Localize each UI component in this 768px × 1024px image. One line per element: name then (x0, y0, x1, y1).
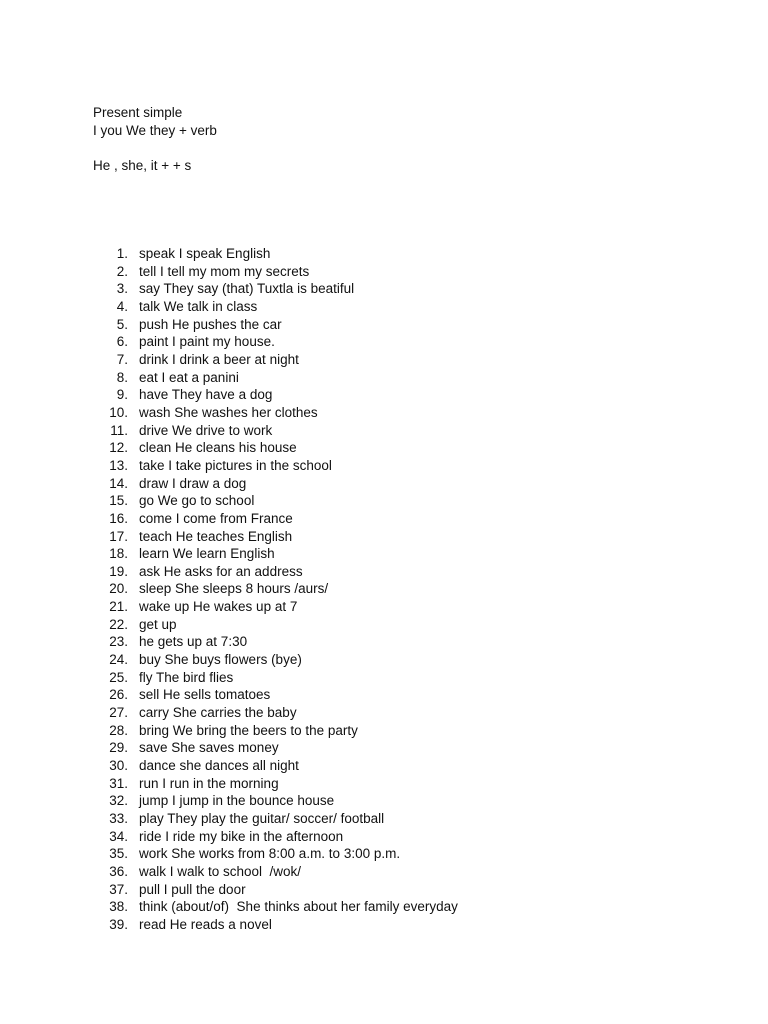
list-item-number: 28. (109, 722, 128, 738)
list-item-text: eat I eat a panini (139, 369, 239, 385)
list-item-text: play They play the guitar/ soccer/ football (139, 811, 385, 826)
list-item-text: take I take pictures in the school (139, 457, 332, 473)
list-item-text: draw I draw a dog (139, 475, 247, 491)
list-item-number: 20. (109, 581, 128, 597)
list-item-number: 11. (110, 422, 128, 438)
list-item-number: 39. (109, 916, 128, 932)
list-item-text: sell He sells tomatoes (139, 687, 271, 703)
list-item-number: 19. (109, 563, 128, 579)
list-item-text: carry She carries the baby (139, 705, 297, 721)
list-item-number: 15. (109, 493, 128, 509)
list-item-number: 23. (109, 634, 128, 650)
list-item-number: 2. (116, 263, 128, 279)
list-item-text: clean He cleans his house (139, 440, 297, 456)
list-item-number: 27. (109, 705, 128, 721)
list-item-number: 26. (109, 687, 128, 703)
list-item-number: 4. (116, 298, 128, 314)
list-item-number: 16. (109, 510, 128, 526)
list-item-number: 8. (116, 369, 128, 385)
list-item-text: drive We drive to work (139, 422, 273, 438)
list-item-number: 31. (109, 775, 128, 791)
list-item-text: fly The bird flies (139, 669, 234, 685)
rule-singular-subjects: He , she, it + + s (93, 158, 192, 173)
list-item-text: speak I speak English (139, 246, 271, 261)
list-item-text: jump I jump in the bounce house (139, 793, 335, 809)
list-item-number: 24. (109, 652, 128, 668)
list-item-number: 38. (109, 899, 128, 915)
list-item-number: 6. (116, 334, 128, 350)
list-item-number: 18. (109, 546, 128, 562)
list-item-text: talk We talk in class (139, 298, 258, 314)
list-item-text: say They say (that) Tuxtla is beatiful (139, 281, 355, 297)
list-item-text: sleep She sleeps 8 hours /aurs/ (139, 581, 329, 597)
list-item-text: go We go to school (139, 493, 255, 509)
list-item-text: come I come from France (139, 510, 293, 526)
list-item-text: work She works from 8:00 a.m. to 3:00 p.m. (139, 846, 401, 862)
list-item-number: 30. (109, 758, 128, 774)
list-item-text: teach He teaches English (139, 528, 293, 544)
list-item-text: get up (139, 616, 177, 632)
list-item-text: paint I paint my house. (139, 334, 275, 350)
list-item-number: 1. (116, 246, 128, 261)
list-item-text: push He pushes the car (139, 316, 282, 332)
list-item-number: 36. (109, 863, 128, 879)
list-item-number: 12. (109, 440, 128, 456)
list-item-text: wake up He wakes up at 7 (139, 599, 298, 615)
list-item-number: 34. (109, 828, 128, 844)
list-item-text: buy She buys flowers (bye) (139, 652, 302, 668)
document-title: Present simple (93, 105, 183, 120)
list-item-text: dance she dances all night (139, 758, 299, 774)
list-item-text: ride I ride my bike in the afternoon (139, 828, 344, 844)
list-item-text: save She saves money (139, 740, 279, 756)
list-item-number: 13. (109, 457, 128, 473)
list-item-text: read He reads a novel (139, 916, 272, 932)
list-item-number: 25. (109, 669, 128, 685)
list-item-text: run I run in the morning (139, 775, 279, 791)
list-item-number: 32. (109, 793, 128, 809)
list-item-number: 7. (116, 351, 128, 367)
list-item-text: he gets up at 7:30 (139, 634, 248, 650)
list-item-text: walk I walk to school /wok/ (139, 863, 302, 879)
list-item-text: think (about/of) She thinks about her family everyday (139, 899, 458, 915)
list-item-number: 35. (109, 846, 128, 862)
list-item-text: have They have a dog (139, 387, 273, 403)
list-item-number: 3. (116, 281, 128, 297)
rule-plural-subjects: I you We they + verb (93, 123, 217, 138)
list-item-number: 5. (116, 316, 128, 332)
list-item-number: 21. (109, 599, 128, 615)
list-item-number: 29. (109, 740, 128, 756)
list-item-number: 10. (109, 404, 128, 420)
list-item-number: 37. (109, 881, 128, 897)
list-item-number: 9. (116, 387, 128, 403)
list-item-text: learn We learn English (139, 546, 275, 562)
list-item-text: drink I drink a beer at night (139, 351, 299, 367)
list-item-text: ask He asks for an address (139, 563, 303, 579)
list-item-text: wash She washes her clothes (139, 404, 318, 420)
list-item-text: pull I pull the door (139, 881, 246, 897)
list-item-number: 14. (109, 475, 128, 491)
list-item-number: 22. (109, 616, 128, 632)
list-item-number: 17. (109, 528, 128, 544)
list-item-text: bring We bring the beers to the party (139, 722, 358, 738)
list-item-number: 33. (109, 811, 128, 826)
list-item-text: tell I tell my mom my secrets (139, 263, 310, 279)
